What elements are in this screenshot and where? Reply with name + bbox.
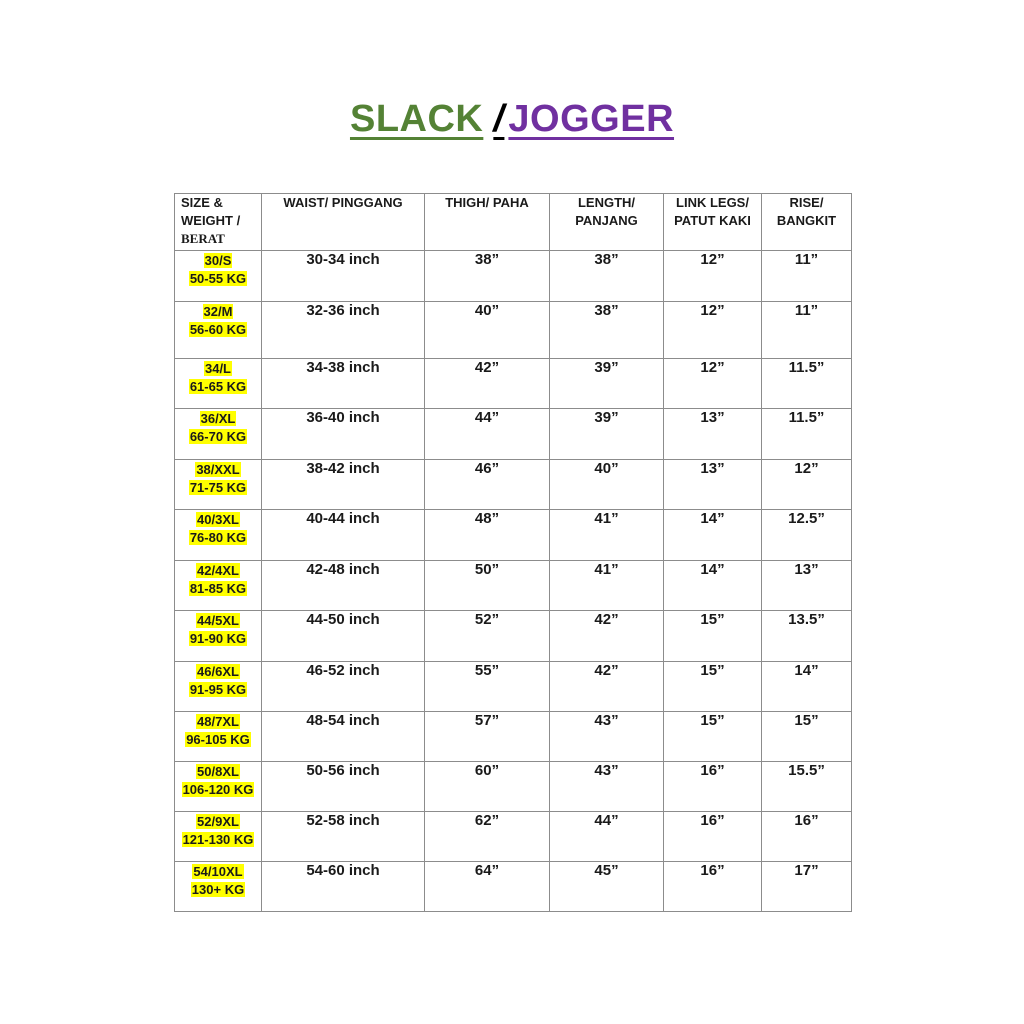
cell-rise: 13.5”: [762, 611, 852, 662]
cell-length: 40”: [550, 460, 664, 510]
cell-size-weight: [175, 359, 262, 409]
cell-length: 41”: [550, 561, 664, 611]
header-length-line1: LENGTH/: [577, 195, 636, 210]
cell-length: 39”: [550, 359, 664, 409]
cell-rise: 14”: [762, 662, 852, 712]
weight-label: 96-105 KG: [186, 732, 250, 747]
cell-size-weight: [175, 251, 262, 302]
cell-waist: 40-44 inch: [262, 510, 425, 561]
cell-waist: 54-60 inch: [262, 862, 425, 912]
size-label: 50/8XL: [197, 764, 239, 779]
header-thigh-label: THIGH/ PAHA: [445, 195, 529, 210]
weight-label: 91-90 KG: [189, 631, 247, 646]
cell-size-weight: [175, 510, 262, 561]
table-row: [175, 611, 852, 662]
size-label: 40/3XL: [197, 512, 239, 527]
size-label: 48/7XL: [197, 714, 239, 729]
cell-thigh: 48”: [425, 510, 550, 561]
cell-link: 14”: [664, 510, 762, 561]
title-jogger: JOGGER: [508, 98, 675, 140]
cell-rise: 12”: [762, 460, 852, 510]
cell-link: 13”: [664, 460, 762, 510]
cell-thigh: 60”: [425, 762, 550, 812]
table-row: [175, 862, 852, 912]
cell-size-weight: [175, 762, 262, 812]
weight-label: 71-75 KG: [189, 480, 247, 495]
cell-length: 41”: [550, 510, 664, 561]
cell-length: 44”: [550, 812, 664, 862]
cell-size-weight: [175, 302, 262, 359]
cell-link: 14”: [664, 561, 762, 611]
size-label: 54/10XL: [193, 864, 243, 879]
table-header-row: [175, 194, 852, 251]
cell-rise: 11.5”: [762, 359, 852, 409]
cell-waist: 46-52 inch: [262, 662, 425, 712]
cell-waist: 44-50 inch: [262, 611, 425, 662]
table-row: [175, 251, 852, 302]
table-row: [175, 812, 852, 862]
cell-size-weight: [175, 812, 262, 862]
size-label: 32/M: [203, 304, 233, 319]
size-label: 34/L: [204, 361, 231, 376]
header-size-line1: SIZE &: [181, 195, 223, 210]
weight-label: 91-95 KG: [189, 682, 247, 697]
cell-thigh: 52”: [425, 611, 550, 662]
cell-waist: 32-36 inch: [262, 302, 425, 359]
cell-waist: 38-42 inch: [262, 460, 425, 510]
header-size-line2: WEIGHT /: [181, 213, 241, 228]
cell-rise: 15.5”: [762, 762, 852, 812]
cell-size-weight: [175, 611, 262, 662]
cell-thigh: 64”: [425, 862, 550, 912]
size-chart-table: [174, 193, 852, 912]
weight-label: 76-80 KG: [189, 530, 247, 545]
cell-rise: 13”: [762, 561, 852, 611]
size-label: 52/9XL: [197, 814, 239, 829]
size-label: 42/4XL: [197, 563, 239, 578]
cell-waist: 30-34 inch: [262, 251, 425, 302]
size-label: 44/5XL: [197, 613, 239, 628]
cell-waist: 36-40 inch: [262, 409, 425, 460]
cell-length: 45”: [550, 862, 664, 912]
table-body: [175, 251, 852, 912]
header-link-line2: PATUT KAKI: [674, 213, 751, 228]
cell-size-weight: [175, 460, 262, 510]
cell-length: 38”: [550, 302, 664, 359]
cell-rise: 16”: [762, 812, 852, 862]
page-title: [0, 98, 1024, 141]
cell-waist: 50-56 inch: [262, 762, 425, 812]
header-size-weight: [175, 194, 262, 251]
header-waist: [262, 194, 425, 251]
cell-link: 16”: [664, 862, 762, 912]
cell-link: 15”: [664, 662, 762, 712]
cell-waist: 34-38 inch: [262, 359, 425, 409]
weight-label: 81-85 KG: [189, 581, 247, 596]
cell-link: 12”: [664, 302, 762, 359]
weight-label: 50-55 KG: [189, 271, 247, 286]
cell-rise: 15”: [762, 712, 852, 762]
cell-link: 15”: [664, 712, 762, 762]
cell-size-weight: [175, 409, 262, 460]
cell-length: 38”: [550, 251, 664, 302]
cell-thigh: 46”: [425, 460, 550, 510]
cell-length: 43”: [550, 712, 664, 762]
table-row: [175, 561, 852, 611]
cell-waist: 42-48 inch: [262, 561, 425, 611]
table-row: [175, 409, 852, 460]
cell-link: 16”: [664, 812, 762, 862]
cell-link: 12”: [664, 359, 762, 409]
weight-label: 66-70 KG: [189, 429, 247, 444]
cell-rise: 11”: [762, 251, 852, 302]
table-row: [175, 662, 852, 712]
cell-rise: 17”: [762, 862, 852, 912]
header-rise-line2: BANGKIT: [776, 213, 837, 228]
cell-rise: 12.5”: [762, 510, 852, 561]
header-link-legs: [664, 194, 762, 251]
weight-label: 61-65 KG: [189, 379, 247, 394]
cell-thigh: 50”: [425, 561, 550, 611]
cell-waist: 48-54 inch: [262, 712, 425, 762]
title-separator: /: [493, 98, 505, 140]
cell-length: 39”: [550, 409, 664, 460]
cell-thigh: 55”: [425, 662, 550, 712]
size-label: 30/S: [204, 253, 232, 268]
cell-thigh: 62”: [425, 812, 550, 862]
cell-size-weight: [175, 662, 262, 712]
cell-link: 16”: [664, 762, 762, 812]
header-link-line1: LINK LEGS/: [676, 195, 749, 210]
header-waist-label: WAIST/ PINGGANG: [283, 195, 403, 210]
table-row: [175, 302, 852, 359]
cell-thigh: 57”: [425, 712, 550, 762]
cell-length: 42”: [550, 611, 664, 662]
header-rise: [762, 194, 852, 251]
size-label: 46/6XL: [197, 664, 239, 679]
title-slack: SLACK: [349, 98, 484, 140]
header-thigh: [425, 194, 550, 251]
table-row: [175, 510, 852, 561]
cell-waist: 52-58 inch: [262, 812, 425, 862]
cell-link: 12”: [664, 251, 762, 302]
cell-link: 13”: [664, 409, 762, 460]
cell-link: 15”: [664, 611, 762, 662]
size-label: 36/XL: [200, 411, 236, 426]
table-row: [175, 359, 852, 409]
weight-label: 56-60 KG: [189, 322, 247, 337]
cell-length: 43”: [550, 762, 664, 812]
table-row: [175, 762, 852, 812]
cell-length: 42”: [550, 662, 664, 712]
table-row: [175, 712, 852, 762]
cell-rise: 11”: [762, 302, 852, 359]
weight-label: 106-120 KG: [182, 782, 254, 797]
size-label: 38/XXL: [196, 462, 240, 477]
cell-thigh: 42”: [425, 359, 550, 409]
table-row: [175, 460, 852, 510]
cell-thigh: 40”: [425, 302, 550, 359]
header-length: [550, 194, 664, 251]
header-rise-line1: RISE/: [789, 195, 824, 210]
weight-label: 121-130 KG: [182, 832, 254, 847]
cell-rise: 11.5”: [762, 409, 852, 460]
cell-size-weight: [175, 712, 262, 762]
cell-size-weight: [175, 561, 262, 611]
header-size-line3: BERAT: [181, 231, 225, 246]
cell-size-weight: [175, 862, 262, 912]
cell-thigh: 38”: [425, 251, 550, 302]
weight-label: 130+ KG: [191, 882, 245, 897]
cell-thigh: 44”: [425, 409, 550, 460]
header-length-line2: PANJANG: [575, 213, 638, 228]
